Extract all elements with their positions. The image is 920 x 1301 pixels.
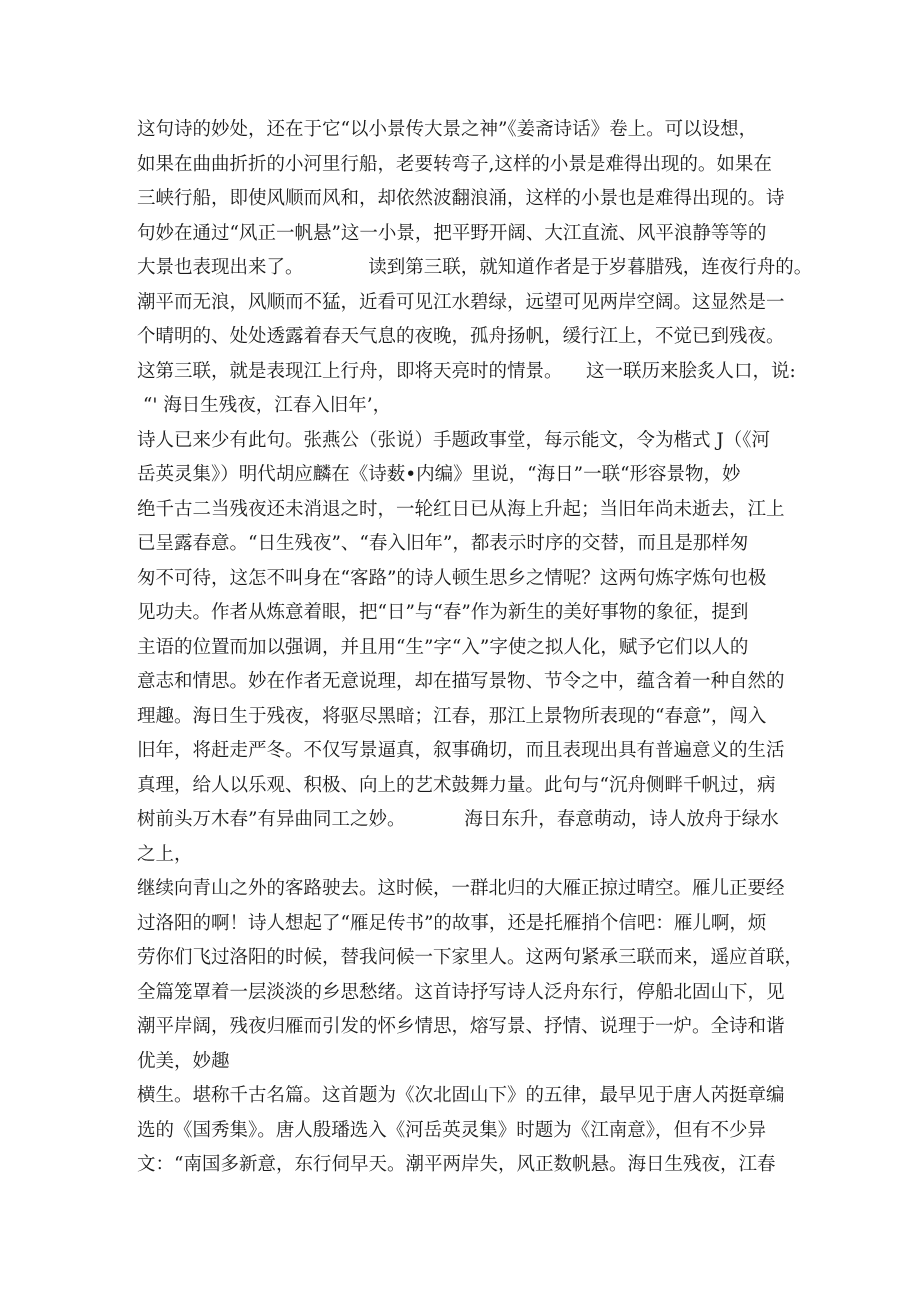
text-line-21: 树前头万木春”有异曲同工之妙。 海日东升，春意萌动，诗人放舟于绿水 <box>137 809 779 830</box>
text-line-11: 岳英灵集》）明代胡应麟在《诗薮•内编》里说，“海日”一联“形容景物，妙 <box>137 464 741 485</box>
text-line-14: 匆不可待，这怎不叫身在“客路”的诗人顿生思乡之情呢？这两句炼字炼句也极 <box>137 567 767 589</box>
text-line-25: 劳你们飞过洛阳的时候，替我问候一下家里人。这两句紧承三联而来，遥应首联， <box>137 947 804 968</box>
text-line-22: 之上， <box>137 843 193 865</box>
text-line-04: 句妙在通过“风正一帆悬”这一小景，把平野开阔、大江直流、风平浪静等等的 <box>137 222 767 244</box>
text-line-19: 旧年，将赶走严冬。不仅写景逼真，叙事确切，而且表现出具有普遍意义的生活 <box>137 740 785 761</box>
text-line-13: 已呈露春意。“日生残夜”、“春入旧年”，都表示时序的交替，而且是那样匆 <box>137 533 749 554</box>
text-line-27: 潮平岸阔，残夜归雁而引发的怀乡情思，熔写景、抒情、说理于一炉。全诗和谐 <box>137 1016 785 1037</box>
text-line-09: “' 海日生残夜，江春入旧年’， <box>137 395 392 416</box>
text-line-23: 继续向青山之外的客路驶去。这时候，一群北归的大雁正掠过晴空。雁儿正要经 <box>137 878 785 899</box>
text-line-12: 绝千古二当残夜还未消退之时，一轮红日已从海上升起；当旧年尚未逝去，江上 <box>137 498 785 520</box>
text-line-07: 个晴明的、处处透露着春天气息的夜晚，孤舟扬帆，缓行江上，不觉已到残夜。 <box>137 326 785 347</box>
text-line-10: 诗人已来少有此句。张燕公（张说）手题政事堂，每示能文，令为楷式 J（《河 <box>137 429 771 451</box>
text-line-06: 潮平而无浪，风顺而不猛，近看可见江水碧绿，远望可见两岸空阔。这显然是一 <box>137 291 785 313</box>
text-line-29: 横生。堪称千古名篇。这首题为《次北固山下》的五律，最早见于唐人芮挺章编 <box>137 1085 785 1106</box>
text-line-31: 文：“南国多新意，东行伺早天。潮平两岸失，风正数帆悬。海日生残夜，江春 <box>137 1154 776 1175</box>
essay-text-block <box>137 113 813 1183</box>
text-line-03: 三峡行船，即使风顺而风和，却依然波翻浪涌，这样的小景也是难得出现的。诗 <box>137 188 785 209</box>
text-line-24: 过洛阳的啊！诗人想起了“雁足传书”的故事，还是托雁捎个信吧：雁儿啊，烦 <box>137 912 767 934</box>
text-line-30: 选的《国秀集》。唐人殷璠选入《河岳英灵集》时题为《江南意》，但有不少异 <box>137 1119 767 1141</box>
text-line-05: 大景也表现出来了。 读到第三联，就知道作者是于岁暮腊残，连夜行舟的。 <box>137 257 813 278</box>
text-line-17: 意志和情思。妙在作者无意说理，却在描写景物、节令之中，蕴含着一种自然的 <box>137 671 785 692</box>
text-line-02: 如果在曲曲折折的小河里行船，老要转弯子,这样的小景是难得出现的。如果在 <box>137 153 772 175</box>
text-line-16: 主语的位置而加以强调，并且用“生”字“入”字使之拟人化，赋予它们以人的 <box>137 636 749 658</box>
text-line-28: 优美，妙趣 <box>137 1050 230 1072</box>
text-line-15: 见功夫。作者从炼意着眼，把“日”与“春”作为新生的美好事物的象征，提到 <box>137 602 749 623</box>
text-line-18: 理趣。海日生于残夜，将驱尽黑暗；江春，那江上景物所表现的“春意”，闯入 <box>137 705 767 727</box>
text-line-01: 这句诗的妙处，还在于它“以小景传大景之神”《姜斋诗话》卷上。可以设想， <box>137 119 758 140</box>
text-line-08: 这第三联，就是表现江上行舟，即将天亮时的情景。 这一联历来脍炙人口，说: <box>137 360 796 382</box>
text-line-20: 真理，给人以乐观、积极、向上的艺术鼓舞力量。此句与“沉舟侧畔千帆过，病 <box>137 774 776 796</box>
text-line-26: 全篇笼罩着一层淡淡的乡思愁绪。这首诗抒写诗人泛舟东行，停船北固山下，见 <box>137 981 785 1003</box>
